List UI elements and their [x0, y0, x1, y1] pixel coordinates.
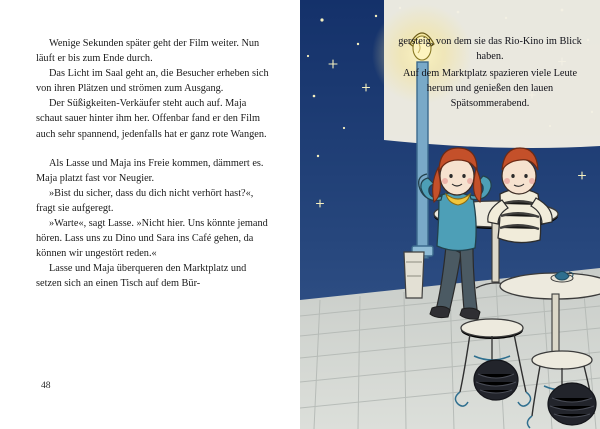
paragraph: Wenige Sekunden später geht der Film weiter. Nun läuft er bis zum Ende durch.	[36, 38, 260, 65]
right-page-illustration	[300, 0, 600, 429]
paragraph: Als Lasse und Maja ins Freie kommen, dämmert es. Maja platzt fast vor Neugier.	[36, 157, 264, 184]
paragraph: Auf dem Marktplatz spazieren viele Leute herum und genießen den lauen Spätsommerabend.	[402, 68, 578, 110]
trash-bin	[404, 252, 424, 298]
right-page-text	[391, 34, 589, 111]
paragraph: Das Licht im Saal geht an, die Besucher erheben sich von ihren Plätzen und strömen zum Ausgang.	[36, 68, 269, 95]
paragraph: »Bist du sicher, dass du dich nicht verhört hast?«, fragt sie aufgeregt.	[36, 187, 254, 214]
left-page-text	[36, 36, 274, 292]
page-number: 48	[41, 380, 51, 391]
paragraph: Lasse und Maja überqueren den Marktplatz und setzen sich an einen Tisch auf dem Bür-	[36, 263, 247, 290]
paragraph: Der Süßigkeiten-Verkäufer steht auch auf. Maja schaut sauer hinter ihm her. Offenbar fand er den Film auch sehr spannend, jedenfalls hat er ganz rote Wangen.	[36, 98, 267, 140]
paragraph: gersteig, von dem sie das Rio-Kino im Blick haben.	[398, 36, 582, 63]
paragraph: »Warte«, sagt Lasse. »Nicht hier. Uns könnte jemand hören. Lass uns zu Dino und Sara ins Café gehen, da können wir ungestört reden.«	[36, 218, 268, 260]
